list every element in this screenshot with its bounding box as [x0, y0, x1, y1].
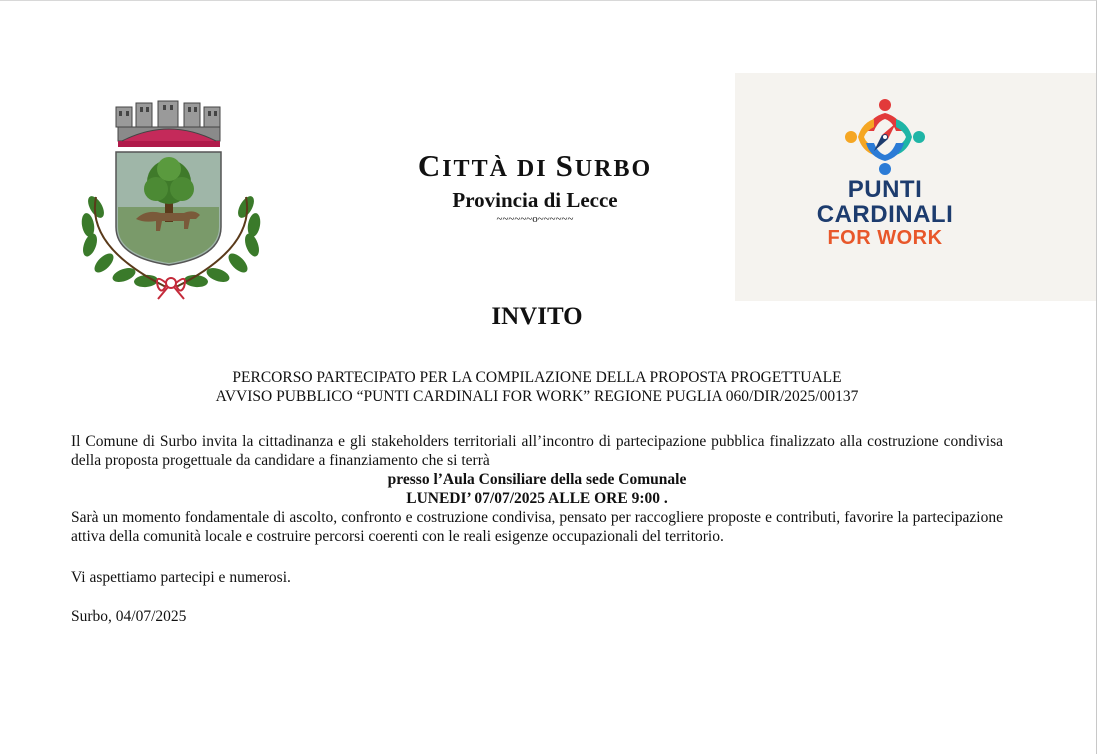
closing-line: Vi aspettiamo partecipi e numerosi.: [71, 569, 291, 586]
signature-line: Surbo, 04/07/2025: [71, 608, 187, 625]
logo-line-punti: PUNTI: [847, 176, 923, 203]
document-title: INVITO: [491, 303, 583, 330]
province-subtitle: Provincia di Lecce: [452, 188, 618, 212]
body-block: [71, 432, 1003, 626]
logo-wordmark: [795, 177, 975, 250]
subject-line-2: AVVISO PUBBLICO “PUNTI CARDINALI FOR WORK” REGIONE PUGLIA 060/DIR/2025/00137: [215, 388, 859, 405]
venue-line: presso l’Aula Consiliare della sede Comunale: [387, 471, 687, 488]
decorative-divider: ~~~~~~o~~~~~~: [496, 213, 574, 225]
invitation-paragraph: Il Comune di Surbo invita la cittadinanza e gli stakeholders territoriali all’incontro di partecipazione pubblica finalizzato alla costruzione condivisa della proposta progettuale da candidare a finanziamento che si terrà: [71, 433, 1003, 469]
city-crest-emblem: [66, 97, 276, 302]
logo-line-cardinali: CARDINALI: [816, 201, 954, 228]
date-time-line: LUNEDI’ 07/07/2025 ALLE ORE 9:00 .: [406, 490, 668, 507]
punti-cardinali-logo: [735, 73, 1096, 301]
compass-people-icon: [840, 97, 930, 175]
subject-line-1: PERCORSO PARTECIPATO PER LA COMPILAZIONE DELLA PROPOSTA PROGETTUALE: [232, 369, 842, 386]
header-block: [330, 149, 740, 226]
subject-block: [0, 368, 1074, 406]
city-title: CITTÀ DI SURBO: [417, 148, 653, 183]
logo-line-for-work: FOR WORK: [827, 227, 943, 249]
description-paragraph: Sarà un momento fondamentale di ascolto, confronto e costruzione condivisa, pensato per raccogliere proposte e contributi, favorire la partecipazione attiva della comunità locale e costruire percorsi coerenti con le reali esigenze occupazionali del territorio.: [71, 509, 1003, 545]
